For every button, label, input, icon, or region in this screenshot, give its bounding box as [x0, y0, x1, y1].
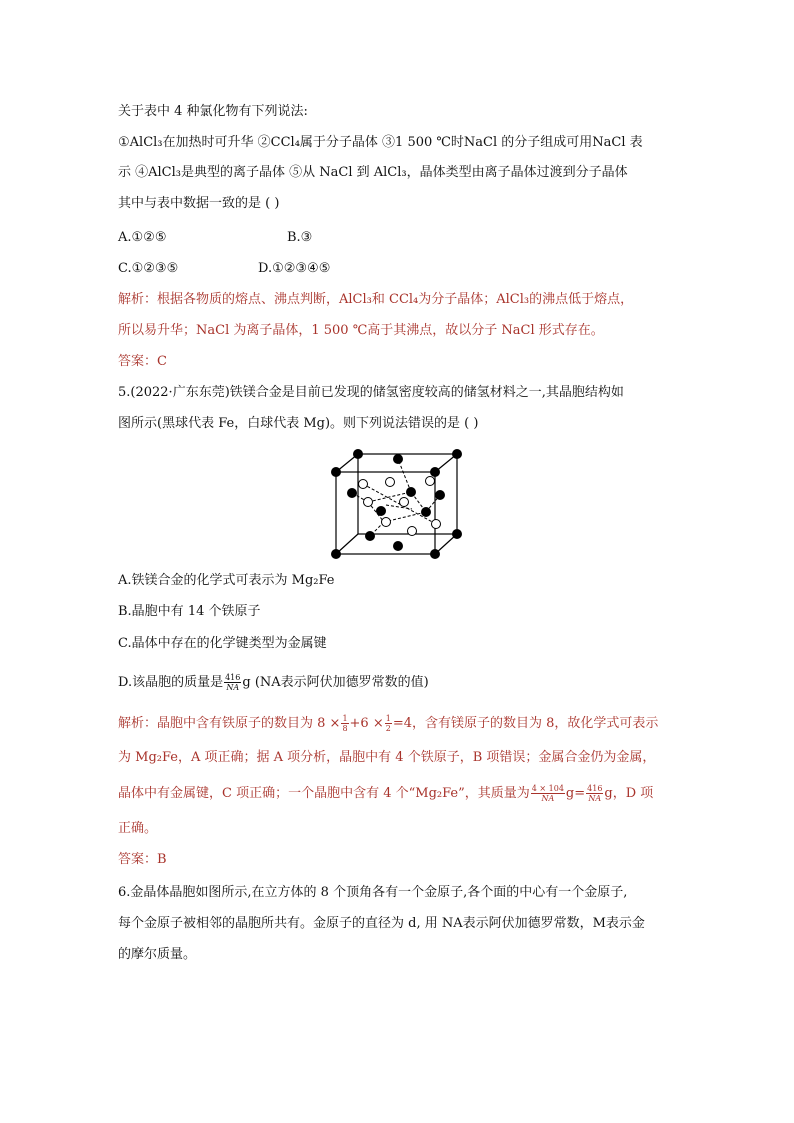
fraction-mass-result	[586, 784, 603, 803]
fraction-one-half	[385, 714, 392, 733]
q5-option-d-prefix: D.该晶胞的质量是	[118, 675, 224, 690]
fraction-denominator: 2	[385, 724, 391, 733]
question-5-stem-line-2: 图所示(黑球代表 Fe，白球代表 Mg)。则下列说法错误的是 ( )	[118, 416, 479, 431]
fraction-denominator: NA	[541, 794, 555, 803]
intro-text: 关于表中 4 种氯化物有下列说法:	[118, 104, 308, 119]
q5-option-c: C.晶体中存在的化学键类型为金属键	[118, 636, 327, 651]
q4-option-d: D.①②③④⑤	[258, 261, 331, 276]
question-6-line-3: 的摩尔质量。	[118, 947, 197, 962]
q5-option-b: B.晶胞中有 14 个铁原子	[118, 604, 261, 619]
analysis-text: =4，含有镁原子的数目为 8，故化学式可表示	[392, 716, 659, 731]
crystal-cell-figure	[328, 448, 464, 562]
fraction-one-eighth	[341, 714, 348, 733]
question-4-stem: 其中与表中数据一致的是 ( )	[118, 196, 280, 211]
statements-line-1: ①AlCl₃在加热时可升华 ②CCl₄属于分子晶体 ③1 500 ℃时NaCl 的分子组成可用NaCl 表	[118, 135, 643, 150]
analysis-text: +6 ×	[349, 716, 384, 731]
fraction-denominator: NA	[588, 794, 602, 803]
question-5-stem-line-1: 5.(2022·广东东莞)铁镁合金是目前已发现的储氢密度较高的储氢材料之一,其晶胞结构如	[118, 385, 624, 400]
analysis-text: 晶体中有金属键，C 项正确；一个晶胞中含有 4 个“Mg₂Fe”，其质量为	[118, 786, 530, 801]
analysis-text: g，D 项	[604, 786, 654, 801]
fraction-numerator: 1	[385, 714, 391, 723]
q5-option-a: A.铁镁合金的化学式可表示为 Mg₂Fe	[118, 573, 335, 588]
analysis-text: 解析：晶胞中含有铁原子的数目为 8 ×	[118, 716, 341, 731]
q4-option-b: B.③	[287, 230, 313, 245]
q4-analysis-line-1: 解析：根据各物质的熔点、沸点判断，AlCl₃和 CCl₄为分子晶体；AlCl₃的沸点低于熔点，	[118, 292, 634, 307]
q4-analysis-line-2: 所以易升华；NaCl 为离子晶体，1 500 ℃高于其沸点，故以分子 NaCl 形式存在。	[118, 323, 604, 338]
fraction-mass-expression	[531, 784, 565, 803]
statements-line-2: 示 ④AlCl₃是典型的离子晶体 ⑤从 NaCl 到 AlCl₃，晶体类型由离子晶体过渡到分子晶体	[118, 165, 628, 180]
q5-option-d-suffix: g (NA表示阿伏加德罗常数的值)	[242, 675, 429, 690]
q5-option-d	[118, 673, 429, 692]
q4-answer: 答案：C	[118, 354, 167, 369]
q5-analysis-line-1	[118, 714, 658, 733]
fraction-numerator: 4 × 104	[531, 784, 564, 793]
question-6-line-2: 每个金原子被相邻的晶胞所共有。金原子的直径为 d, 用 NA表示阿伏加德罗常数，M表示金	[118, 916, 645, 931]
q5-analysis-line-4: 正确。	[118, 821, 158, 836]
fraction-denominator: 8	[342, 724, 348, 733]
q5-analysis-line-3	[118, 784, 653, 803]
analysis-text: g=	[565, 786, 586, 801]
q5-analysis-line-2: 为 Mg₂Fe，A 项正确；据 A 项分析，晶胞中有 4 个铁原子，B 项错误；金属合金仍为金属，	[118, 750, 656, 765]
q5-option-d-fraction	[224, 673, 241, 692]
fraction-numerator: 416	[587, 784, 603, 793]
q4-option-c: C.①②③⑤	[118, 261, 179, 276]
fraction-numerator: 1	[342, 714, 348, 723]
fraction-denominator: NA	[226, 683, 240, 692]
fraction-numerator: 416	[225, 673, 241, 682]
question-6-line-1: 6.金晶体晶胞如图所示,在立方体的 8 个顶角各有一个金原子,各个面的中心有一个金原子,	[118, 885, 628, 900]
q5-answer: 答案：B	[118, 852, 167, 867]
q4-option-a: A.①②⑤	[118, 230, 167, 245]
